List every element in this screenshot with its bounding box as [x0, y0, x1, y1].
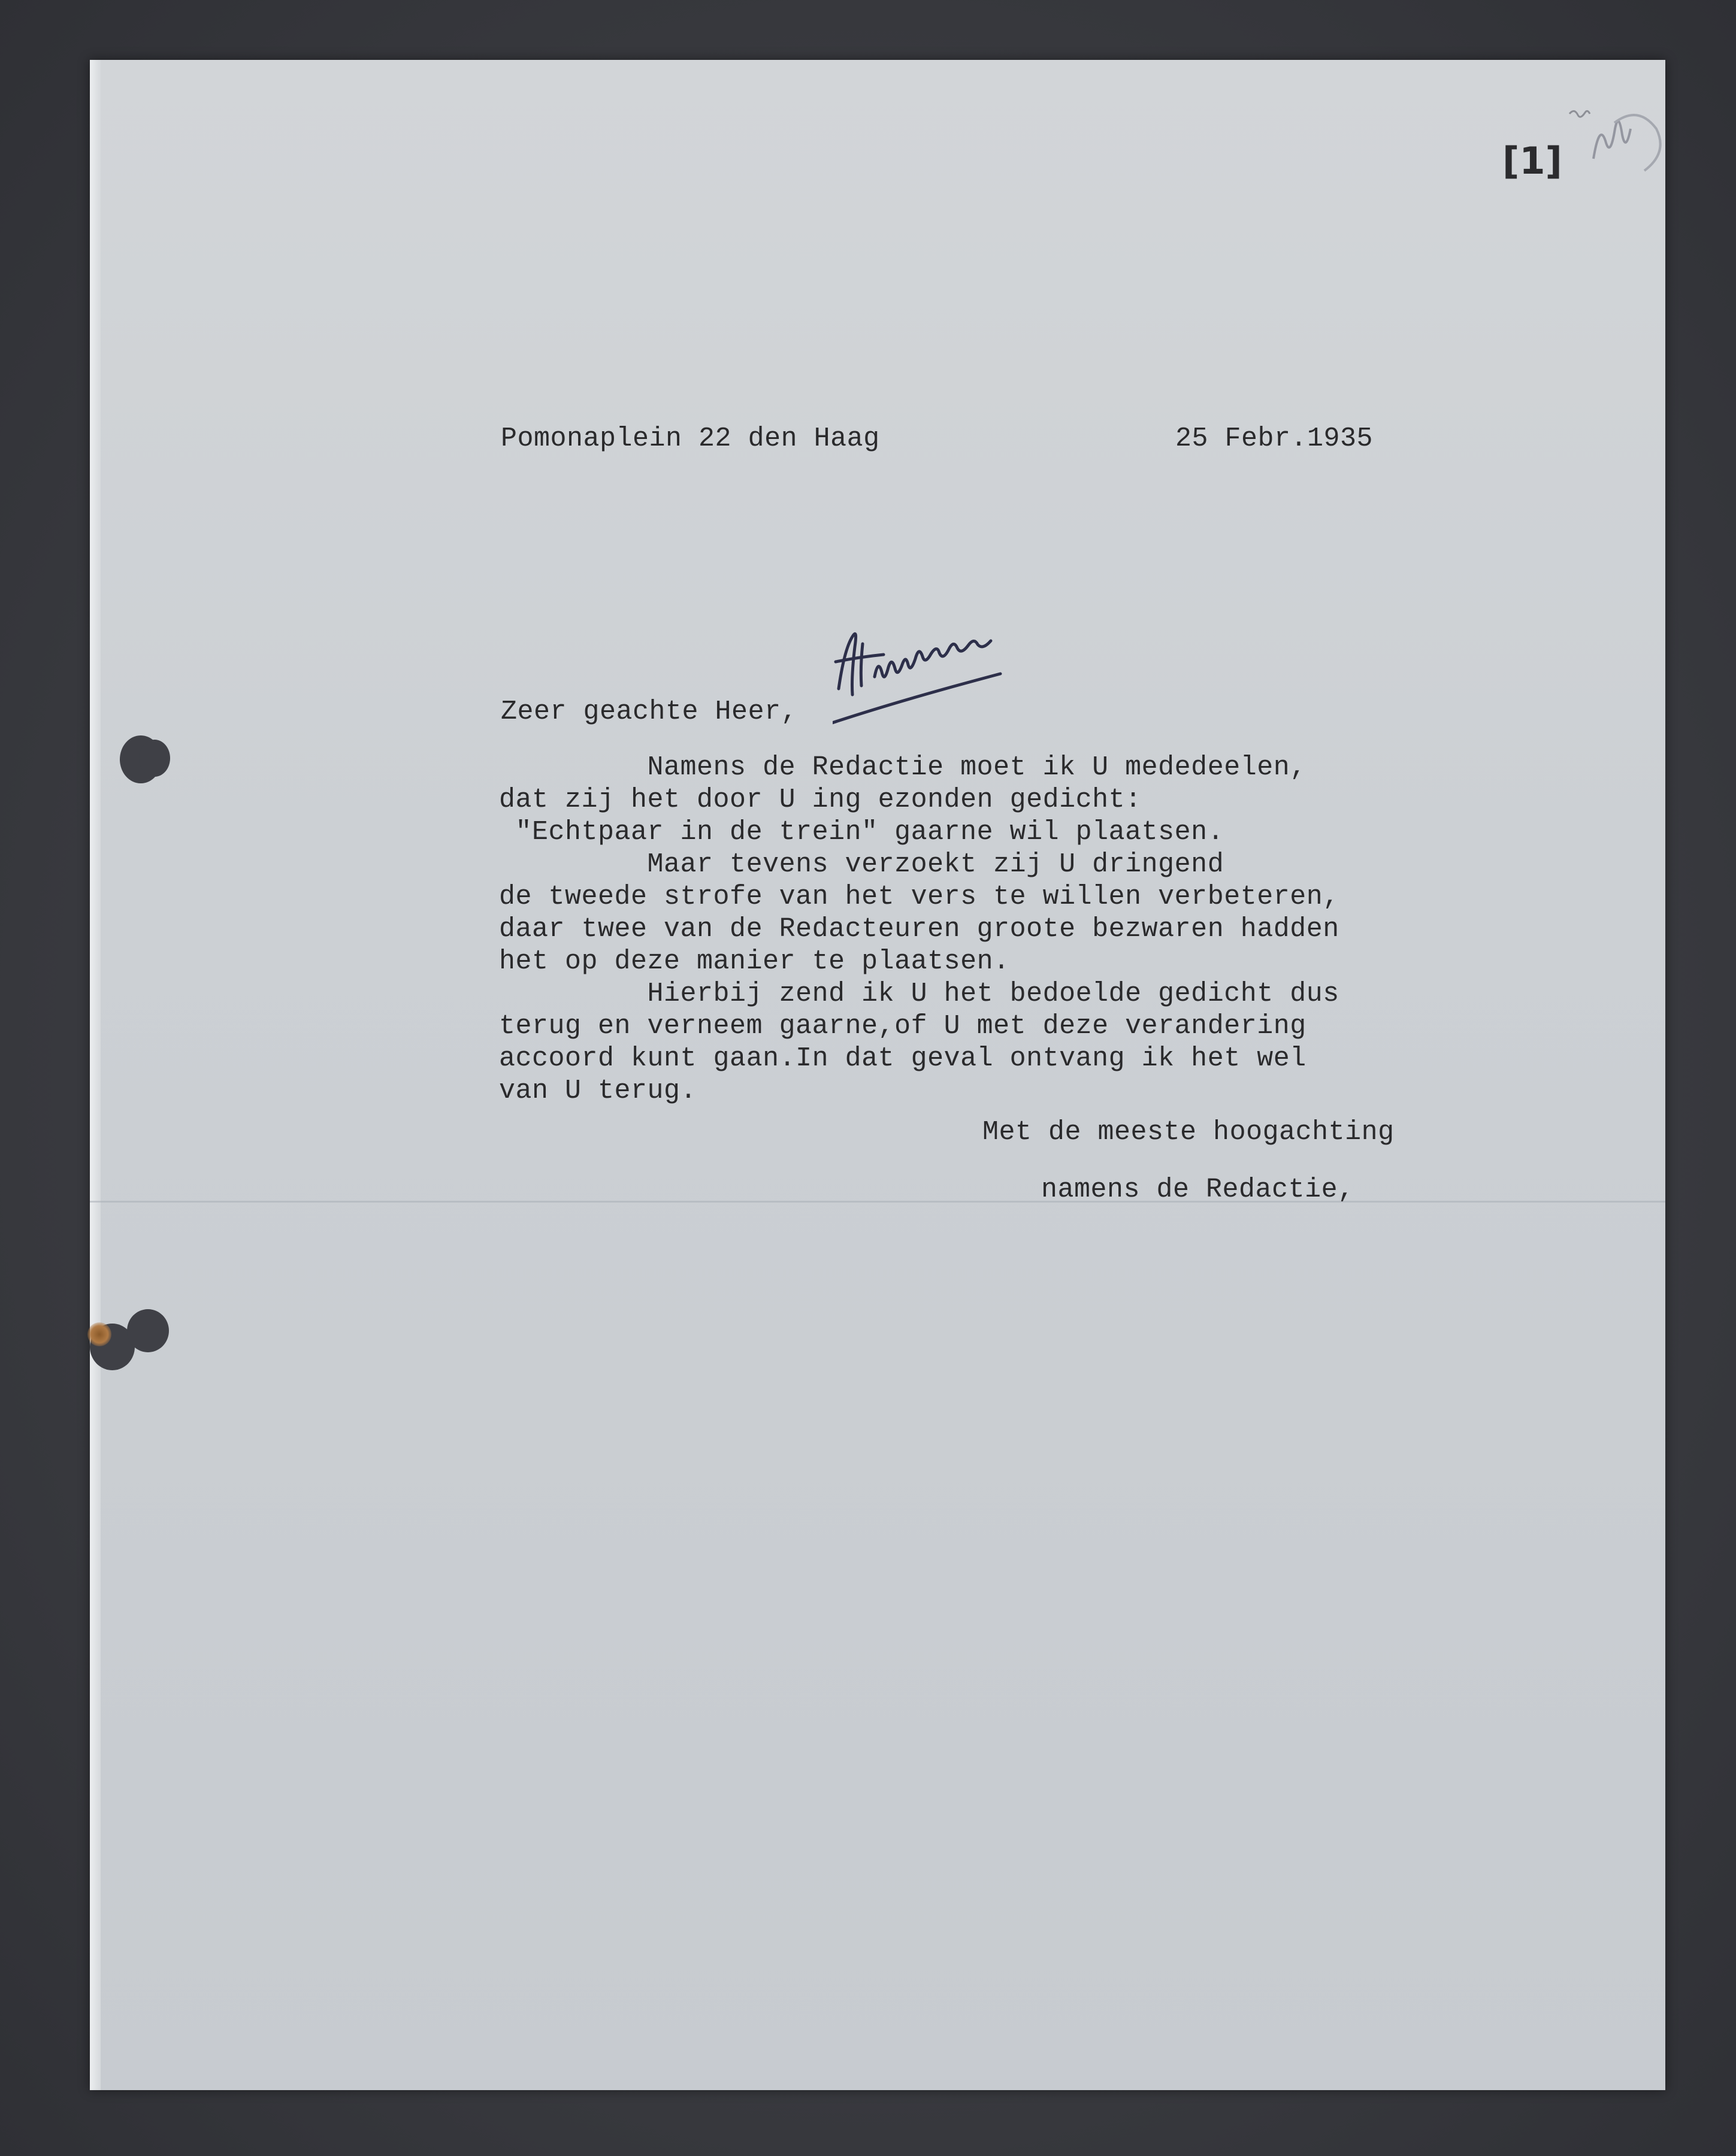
- pencil-initials-mark: [1557, 99, 1677, 189]
- handwritten-recipient-name: [833, 620, 1084, 734]
- paper-fold-line: [90, 1201, 1665, 1203]
- closing-phrase: Met de meeste hoogachting: [982, 1117, 1395, 1147]
- rust-stain: [87, 1322, 111, 1346]
- body-line: Maar tevens verzoekt zij U dringend: [499, 849, 1224, 880]
- punch-hole-bottom-right: [127, 1309, 169, 1352]
- archive-number: [1]: [1502, 139, 1562, 183]
- body-line: accoord kunt gaan.In dat geval ontvang ik het wel: [499, 1043, 1306, 1074]
- sender-address: Pomonaplein 22 den Haag: [501, 423, 880, 454]
- body-line: de tweede strofe van het vers te willen verbeteren,: [499, 882, 1339, 912]
- body-line: het op deze manier te plaatsen.: [499, 946, 1010, 977]
- body-line: Namens de Redactie moet ik U mededeelen,: [499, 752, 1306, 783]
- closing-signoff: namens de Redactie,: [1041, 1174, 1354, 1205]
- body-line: terug en verneem gaarne,of U met deze verandering: [499, 1011, 1306, 1041]
- body-line: daar twee van de Redacteuren groote bezwaren hadden: [499, 914, 1339, 944]
- letter-sheet: [90, 60, 1665, 2090]
- body-line: Hierbij zend ik U het bedoelde gedicht dus: [499, 979, 1339, 1009]
- punch-hole-top-right: [139, 740, 170, 777]
- salutation: Zeer geachte Heer,: [501, 697, 798, 727]
- letter-date: 25 Febr.1935: [1175, 423, 1374, 454]
- body-line: van U terug.: [499, 1076, 697, 1106]
- body-line: dat zij het door U ing ezonden gedicht:: [499, 785, 1142, 815]
- paper-edge: [90, 60, 101, 2090]
- body-line: "Echtpaar in de trein" gaarne wil plaatsen.: [499, 817, 1224, 847]
